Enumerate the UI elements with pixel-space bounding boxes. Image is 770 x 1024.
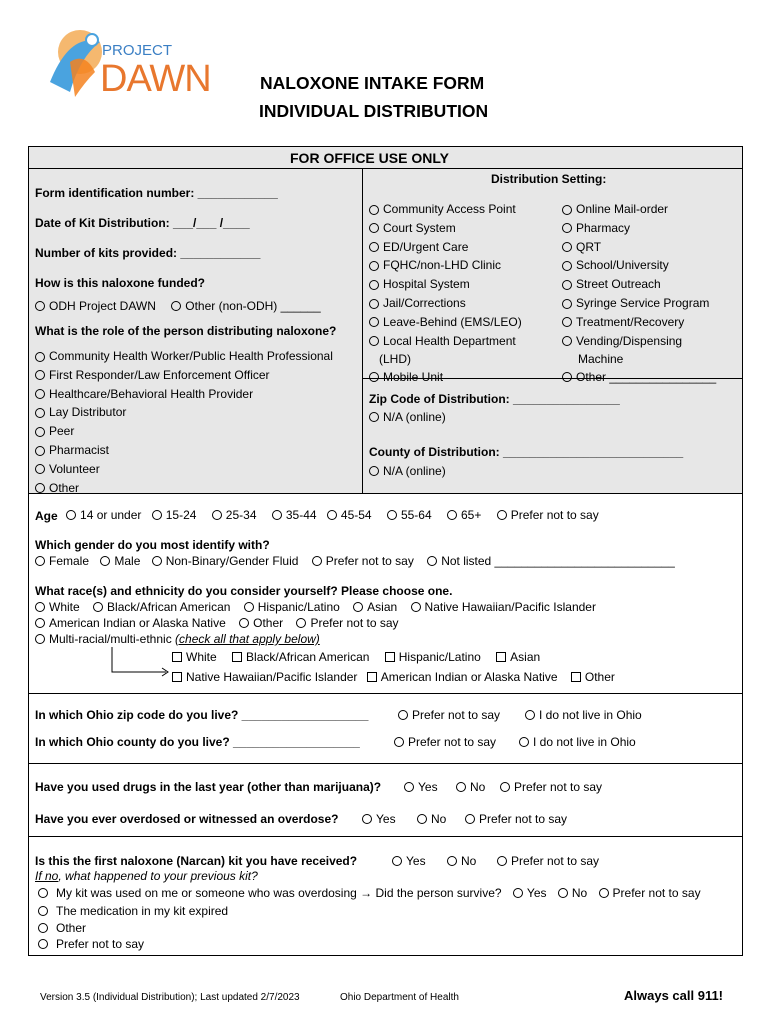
multi-note: (check all that apply below)	[175, 632, 320, 646]
radio-icon	[465, 814, 475, 824]
narcan-prefer-not-say[interactable]: Prefer not to say	[38, 937, 144, 951]
radio-icon	[562, 280, 572, 290]
arrow-icon: →	[360, 886, 373, 900]
radio-icon	[152, 556, 162, 566]
age-35-44[interactable]: 35-44	[272, 508, 317, 522]
setting-lhd[interactable]: Local Health Department	[369, 333, 516, 350]
radio-icon	[272, 510, 282, 520]
radio-icon	[417, 814, 427, 824]
drugs-yes[interactable]: Yes	[404, 780, 438, 794]
age-label: Age	[35, 509, 58, 523]
county-distribution-field[interactable]: County of Distribution: ___________________________	[369, 445, 684, 459]
form-id-field[interactable]: Form identification number: ____________	[35, 186, 278, 200]
form-title-line1: NALOXONE INTAKE FORM	[260, 73, 485, 93]
radio-icon	[38, 888, 48, 898]
age-65-plus[interactable]: 65+	[447, 508, 481, 522]
radio-icon	[35, 301, 45, 311]
radio-icon	[296, 618, 306, 628]
setting-jail[interactable]: Jail/Corrections	[369, 295, 466, 312]
radio-icon	[244, 602, 254, 612]
office-column-divider	[362, 168, 363, 493]
race-white[interactable]: White	[35, 600, 80, 614]
radio-icon	[562, 261, 572, 271]
radio-icon	[447, 856, 457, 866]
setting-school[interactable]: School/University	[562, 257, 669, 274]
multi-white[interactable]: White	[172, 650, 217, 664]
narcan-prefer-not[interactable]: Prefer not to say	[497, 854, 599, 868]
race-question: What race(s) and ethnicity do you consider yourself? Please choose one.	[35, 584, 453, 598]
age-45-54[interactable]: 45-54	[327, 508, 372, 522]
gender-prefer-not[interactable]: Prefer not to say	[312, 554, 414, 568]
radio-icon	[239, 618, 249, 628]
overdose-yes[interactable]: Yes	[362, 812, 396, 826]
setting-treatment[interactable]: Treatment/Recovery	[562, 314, 684, 331]
radio-icon	[369, 412, 379, 422]
multi-hispanic[interactable]: Hispanic/Latino	[385, 650, 481, 664]
role-healthcare[interactable]: Healthcare/Behavioral Health Provider	[35, 386, 253, 403]
ohio-zip-not-live[interactable]: I do not live in Ohio	[525, 708, 642, 722]
radio-icon	[427, 556, 437, 566]
setting-vending[interactable]: Vending/Dispensing	[562, 333, 682, 350]
radio-icon	[497, 510, 507, 520]
radio-icon	[497, 856, 507, 866]
multi-native-hawaiian[interactable]: Native Hawaiian/Pacific Islander	[172, 670, 357, 684]
radio-icon	[500, 782, 510, 792]
multi-black[interactable]: Black/African American	[232, 650, 369, 664]
gender-not-listed[interactable]: Not listed ___________________________	[427, 554, 675, 568]
form-title-line2: INDIVIDUAL DISTRIBUTION	[259, 101, 489, 121]
radio-icon	[369, 205, 379, 215]
county-na-option[interactable]: N/A (online)	[369, 464, 446, 478]
narcan-expired[interactable]: The medication in my kit expired	[38, 904, 228, 918]
radio-icon	[35, 389, 45, 399]
radio-icon	[599, 888, 609, 898]
checkbox-icon	[172, 672, 182, 682]
setting-divider	[362, 378, 743, 379]
gender-female[interactable]: Female	[35, 554, 89, 568]
radio-icon	[369, 242, 379, 252]
gender-question: Which gender do you most identify with?	[35, 538, 270, 552]
setting-header: Distribution Setting:	[491, 172, 607, 186]
race-american-indian[interactable]: American Indian or Alaska Native	[35, 616, 226, 630]
radio-icon	[398, 710, 408, 720]
radio-icon	[558, 888, 568, 898]
radio-icon	[35, 483, 45, 493]
checkbox-icon	[571, 672, 581, 682]
narcan-kit-used[interactable]: My kit was used on me or someone who was overdosing → Did the person survive?	[38, 886, 502, 900]
radio-icon	[362, 814, 372, 824]
radio-icon	[369, 317, 379, 327]
radio-icon	[353, 602, 363, 612]
race-multiracial[interactable]: Multi-racial/multi-ethnic (check all that apply below)	[35, 632, 320, 646]
narcan-followup: If no, what happened to your previous kit?	[35, 869, 258, 883]
logo-dawn-text: DAWN	[100, 58, 211, 100]
overdose-prefer-not[interactable]: Prefer not to say	[465, 812, 567, 826]
checkbox-icon	[496, 652, 506, 662]
ohio-county-not-live[interactable]: I do not live in Ohio	[519, 735, 636, 749]
gender-nonbinary[interactable]: Non-Binary/Gender Fluid	[152, 554, 299, 568]
setting-leave-behind[interactable]: Leave-Behind (EMS/LEO)	[369, 314, 522, 331]
radio-icon	[519, 737, 529, 747]
radio-icon	[562, 223, 572, 233]
num-kits-field[interactable]: Number of kits provided: ____________	[35, 246, 261, 260]
section-divider	[28, 763, 743, 764]
checkbox-icon	[172, 652, 182, 662]
radio-icon	[369, 223, 379, 233]
radio-icon	[35, 602, 45, 612]
radio-icon	[394, 737, 404, 747]
footer-call: Always call 911!	[624, 988, 724, 1003]
radio-icon	[525, 710, 535, 720]
setting-court[interactable]: Court System	[369, 220, 456, 237]
narcan-other[interactable]: Other	[38, 921, 86, 935]
role-question: What is the role of the person distributing naloxone?	[35, 324, 337, 338]
setting-syringe[interactable]: Syringe Service Program	[562, 295, 709, 312]
radio-icon	[562, 242, 572, 252]
radio-icon	[392, 856, 402, 866]
radio-icon	[35, 352, 45, 362]
role-chw[interactable]: Community Health Worker/Public Health Professional	[35, 348, 333, 365]
narcan-yes[interactable]: Yes	[392, 854, 426, 868]
radio-icon	[38, 923, 48, 933]
radio-icon	[513, 888, 523, 898]
radio-icon	[562, 205, 572, 215]
radio-icon	[100, 556, 110, 566]
survive-no[interactable]: No	[558, 886, 587, 900]
radio-icon	[35, 464, 45, 474]
setting-fqhc[interactable]: FQHC/non-LHD Clinic	[369, 257, 501, 274]
radio-icon	[404, 782, 414, 792]
setting-other[interactable]: Other ________________	[562, 369, 716, 386]
radio-icon	[369, 280, 379, 290]
kit-date-field[interactable]: Date of Kit Distribution: ___/___ /____	[35, 216, 250, 230]
multi-arrow-icon	[110, 647, 172, 677]
setting-vending-cont: Machine	[578, 352, 624, 367]
multi-american-indian[interactable]: American Indian or Alaska Native	[367, 670, 558, 684]
radio-icon	[369, 466, 379, 476]
radio-icon	[369, 261, 379, 271]
ohio-county-question[interactable]: In which Ohio county do you live? ___________________	[35, 735, 360, 749]
radio-icon	[312, 556, 322, 566]
age-prefer-not[interactable]: Prefer not to say	[497, 508, 599, 522]
radio-icon	[387, 510, 397, 520]
zip-na-option[interactable]: N/A (online)	[369, 410, 446, 424]
race-asian[interactable]: Asian	[353, 600, 397, 614]
radio-icon	[66, 510, 76, 520]
race-prefer-not[interactable]: Prefer not to say	[296, 616, 398, 630]
radio-icon	[35, 634, 45, 644]
radio-icon	[562, 336, 572, 346]
checkbox-icon	[232, 652, 242, 662]
section-divider	[28, 693, 743, 694]
setting-lhd-cont: (LHD)	[379, 352, 411, 367]
drugs-question: Have you used drugs in the last year (other than marijuana)?	[35, 780, 382, 794]
radio-icon	[327, 510, 337, 520]
radio-icon	[35, 446, 45, 456]
radio-icon	[447, 510, 457, 520]
radio-icon	[171, 301, 181, 311]
radio-icon	[562, 317, 572, 327]
multi-other[interactable]: Other	[571, 670, 615, 684]
survive-prefer-not[interactable]: Prefer not to say	[599, 886, 701, 900]
funded-question: How is this naloxone funded?	[35, 276, 206, 290]
age-25-34[interactable]: 25-34	[212, 508, 257, 522]
ohio-zip-prefer-not[interactable]: Prefer not to say	[398, 708, 500, 722]
setting-pharmacy[interactable]: Pharmacy	[562, 220, 630, 237]
overdose-question: Have you ever overdosed or witnessed an overdose?	[35, 812, 339, 826]
funded-other-option[interactable]: Other (non-ODH) ______	[171, 299, 320, 313]
radio-icon	[456, 782, 466, 792]
drugs-no[interactable]: No	[456, 780, 485, 794]
radio-icon	[369, 299, 379, 309]
radio-icon	[35, 408, 45, 418]
narcan-question: Is this the first naloxone (Narcan) kit you have received?	[35, 854, 358, 868]
race-native-hawaiian[interactable]: Native Hawaiian/Pacific Islander	[411, 600, 596, 614]
role-volunteer[interactable]: Volunteer	[35, 461, 100, 478]
radio-icon	[411, 602, 421, 612]
project-dawn-logo	[40, 22, 225, 112]
radio-icon	[369, 336, 379, 346]
multi-asian[interactable]: Asian	[496, 650, 540, 664]
funded-odh-option[interactable]: ODH Project DAWN	[35, 299, 156, 313]
setting-ed[interactable]: ED/Urgent Care	[369, 239, 468, 256]
section-divider	[28, 836, 743, 837]
radio-icon	[38, 906, 48, 916]
ohio-zip-question[interactable]: In which Ohio zip code do you live? ___________________	[35, 708, 369, 722]
race-black[interactable]: Black/African American	[93, 600, 230, 614]
radio-icon	[38, 939, 48, 949]
race-hispanic[interactable]: Hispanic/Latino	[244, 600, 340, 614]
race-other[interactable]: Other	[239, 616, 283, 630]
age-14-under[interactable]: 14 or under	[66, 508, 141, 522]
radio-icon	[562, 299, 572, 309]
radio-icon	[35, 556, 45, 566]
radio-icon	[152, 510, 162, 520]
zip-distribution-field[interactable]: Zip Code of Distribution: ________________	[369, 392, 620, 406]
ohio-county-prefer-not[interactable]: Prefer not to say	[394, 735, 496, 749]
footer-version: Version 3.5 (Individual Distribution); Last updated 2/7/2023	[40, 992, 300, 1003]
footer-dept: Ohio Department of Health	[340, 992, 459, 1003]
radio-icon	[93, 602, 103, 612]
age-15-24[interactable]: 15-24	[152, 508, 197, 522]
radio-icon	[35, 618, 45, 628]
office-header-divider	[28, 168, 743, 169]
setting-mobile[interactable]: Mobile Unit	[369, 369, 443, 386]
setting-community[interactable]: Community Access Point	[369, 201, 516, 218]
checkbox-icon	[367, 672, 377, 682]
age-55-64[interactable]: 55-64	[387, 508, 432, 522]
radio-icon	[212, 510, 222, 520]
role-first-responder[interactable]: First Responder/Law Enforcement Officer	[35, 367, 270, 384]
survive-yes[interactable]: Yes	[513, 886, 547, 900]
narcan-no[interactable]: No	[447, 854, 476, 868]
overdose-no[interactable]: No	[417, 812, 446, 826]
checkbox-icon	[385, 652, 395, 662]
drugs-prefer-not[interactable]: Prefer not to say	[500, 780, 602, 794]
setting-online[interactable]: Online Mail-order	[562, 201, 668, 218]
gender-male[interactable]: Male	[100, 554, 140, 568]
setting-qrt[interactable]: QRT	[562, 239, 601, 256]
role-lay[interactable]: Lay Distributor	[35, 404, 126, 421]
setting-hospital[interactable]: Hospital System	[369, 276, 470, 293]
radio-icon	[35, 427, 45, 437]
role-peer[interactable]: Peer	[35, 423, 74, 440]
office-use-header: FOR OFFICE USE ONLY	[290, 150, 449, 166]
logo-project-text: PROJECT	[102, 42, 173, 59]
setting-street[interactable]: Street Outreach	[562, 276, 661, 293]
radio-icon	[35, 370, 45, 380]
role-other[interactable]: Other	[35, 480, 79, 497]
role-pharmacist[interactable]: Pharmacist	[35, 442, 109, 459]
